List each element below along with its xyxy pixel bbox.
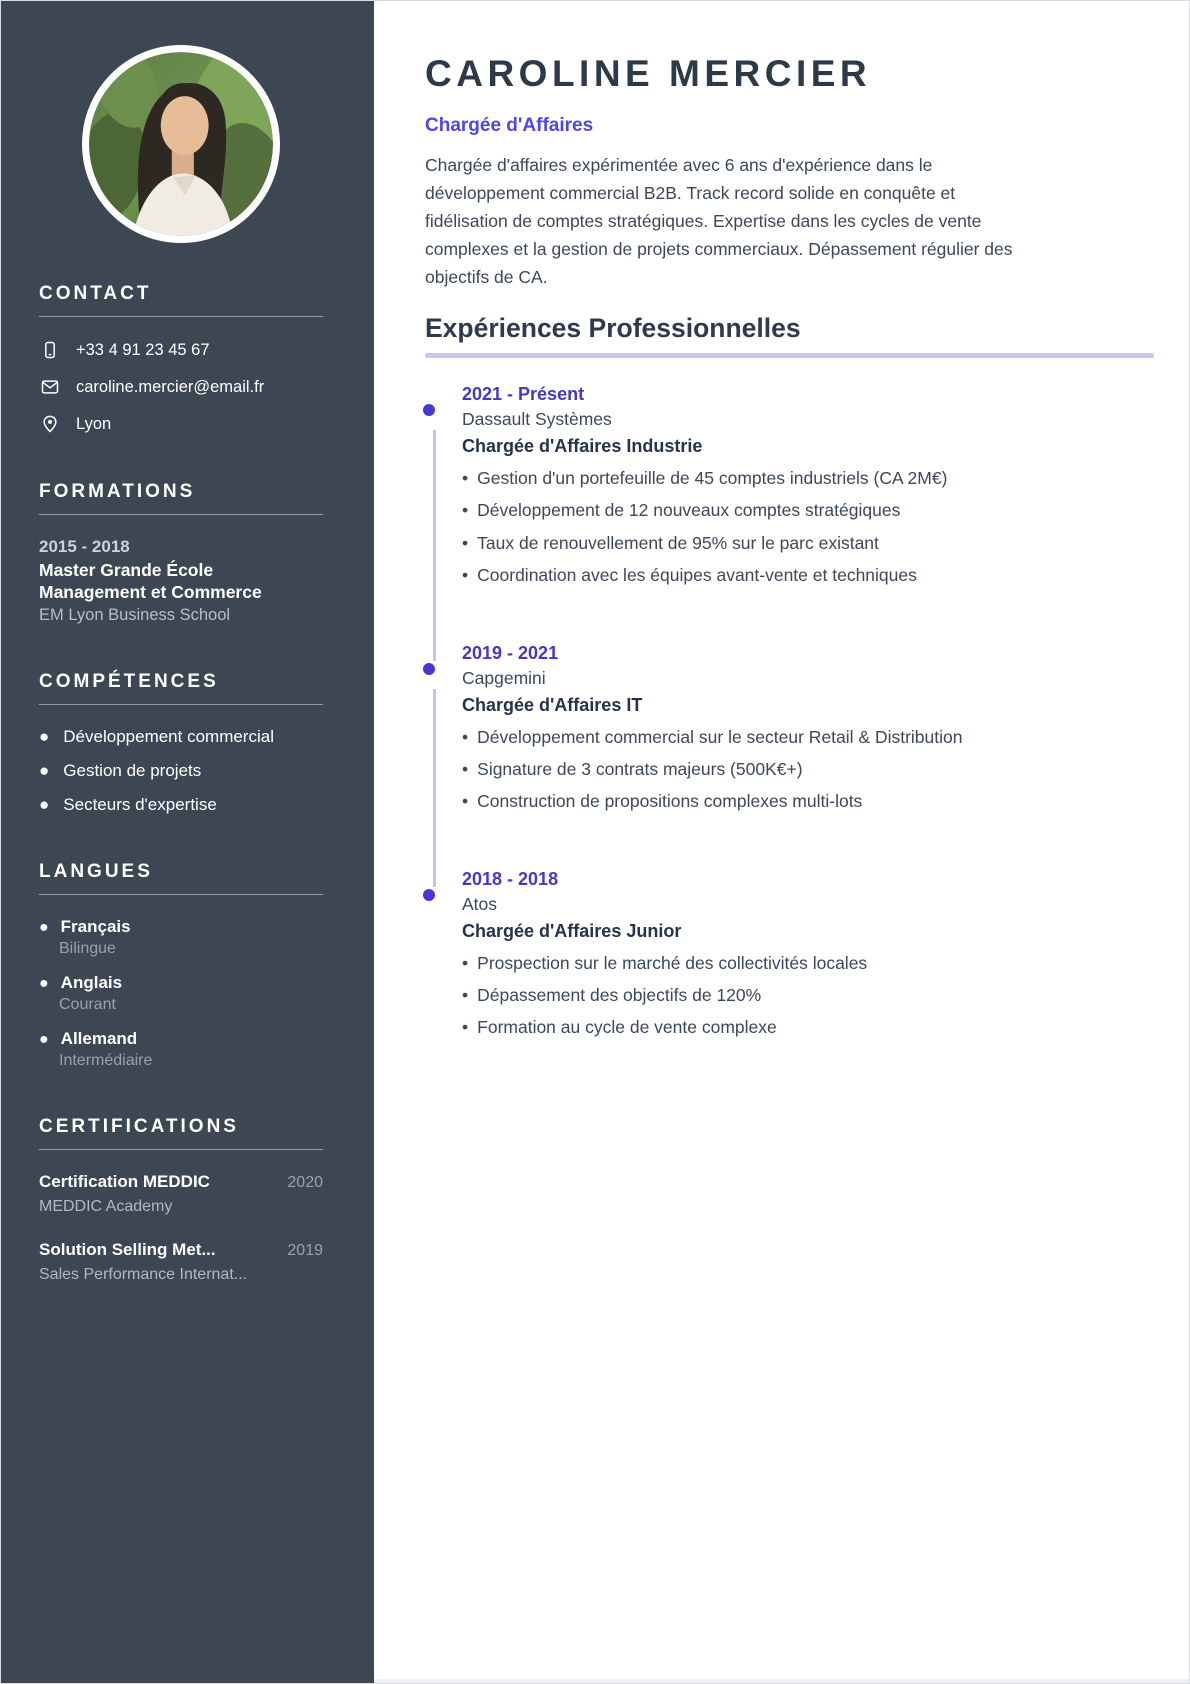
experience-bullet [462,757,1154,782]
bullet-dot: ● [39,794,50,814]
experience-item [425,384,1154,589]
contact-location-value: Lyon [76,414,112,433]
bullet-dot: • [462,985,469,1005]
experience-bullet-text: Formation au cycle de vente complexe [477,1017,777,1038]
bullet-dot: • [462,532,469,553]
experience-bullet-text: Signature de 3 contrats majeurs (500K€+) [477,758,803,779]
experience-bullet [462,563,1154,588]
certification-year: 2020 [287,1173,323,1191]
competence-label: Secteurs d'expertise [63,794,217,814]
certification-issuer: Sales Performance Internat... [39,1265,248,1283]
experience-bullet [462,1015,1154,1040]
experience-bullet-text: Développement de 12 nouveaux comptes stratégiques [477,500,901,521]
bullet-dot: • [462,791,469,812]
certifications-section [39,1116,323,1284]
experience-timeline [425,382,1154,1041]
langues-heading: LANGUES [39,860,153,882]
section-rule [39,1149,323,1150]
certifications-heading: CERTIFICATIONS [39,1115,239,1137]
formations-section [39,481,323,625]
competence-label: Gestion de projets [63,760,202,780]
experience-bullet [462,498,1154,523]
bullet-dot: • [462,565,469,586]
experience-bullet-text: Taux de renouvellement de 95% sur le parc existant [477,532,879,553]
certification-year: 2019 [287,1241,323,1259]
competence-item [39,761,323,781]
language-item [39,1029,323,1070]
sidebar [1,1,374,1683]
section-rule [39,514,323,515]
experience-bullet [462,951,1154,976]
main-content [374,1,1189,1683]
certification-item [39,1240,323,1284]
certification-item [39,1172,323,1216]
competence-item [39,727,323,747]
bullet-dot: • [462,726,469,747]
experience-heading: Expériences Professionnelles [425,313,801,343]
experience-bullet-text: Gestion d'un portefeuille de 45 comptes industriels (CA 2M€) [477,468,948,488]
candidate-job-title: Chargée d'Affaires [425,115,594,136]
contact-phone-row [39,339,323,361]
bullet-dot: • [462,758,469,779]
contact-email-row [39,376,323,398]
profile-photo [82,45,280,243]
section-rule [39,894,323,895]
experience-bullet [462,531,1154,556]
experience-bullet [462,983,1154,1008]
page-break-divider [374,1679,1189,1683]
experience-role: Chargée d'Affaires IT [462,694,643,715]
certification-issuer: MEDDIC Academy [39,1197,173,1215]
experience-period: 2018 - 2018 [462,868,559,889]
timeline-marker-icon [423,889,435,901]
experience-heading-underline [425,353,1154,358]
formation-school: EM Lyon Business School [39,605,231,624]
competence-label: Développement commercial [63,726,274,746]
langues-section [39,861,323,1070]
section-rule [39,316,323,317]
language-level: Bilingue [59,939,116,957]
competences-heading: COMPÉTENCES [39,670,219,692]
formation-period: 2015 - 2018 [39,537,130,556]
experience-role: Chargée d'Affaires Industrie [462,436,703,456]
language-level: Intermédiaire [59,1051,153,1069]
competence-item [39,795,323,815]
language-item [39,973,323,1014]
experience-bullet [462,725,1154,750]
experience-bullet-text: Prospection sur le marché des collectivités locales [477,952,868,973]
experience-period: 2021 - Présent [462,384,585,404]
bullet-dot: • [462,952,469,973]
language-name: Français [60,916,131,936]
phone-icon [39,339,61,361]
experience-company: Capgemini [462,667,546,688]
bullet-dot: • [462,1017,469,1038]
bullet-dot: ● [39,918,49,936]
experience-item [425,643,1154,815]
experience-company: Atos [462,893,498,914]
experience-item [425,869,1154,1041]
timeline-marker-icon [423,663,435,675]
contact-email-value: caroline.mercier@email.fr [76,377,265,396]
language-item [39,917,323,958]
experience-bullet-text: Dépassement des objectifs de 120% [477,985,762,1005]
candidate-name: CAROLINE MERCIER [425,53,872,94]
contact-location-row [39,413,323,435]
timeline-marker-icon [423,404,435,416]
experience-role: Chargée d'Affaires Junior [462,920,682,941]
experience-bullet [462,789,1154,814]
experience-bullet [462,466,1154,491]
location-icon [39,413,61,435]
competences-section [39,671,323,815]
section-rule [39,704,323,705]
certification-name: Certification MEDDIC [39,1171,210,1191]
bullet-dot: ● [39,760,50,780]
experience-period: 2019 - 2021 [462,642,559,663]
profile-photo-illustration [89,52,273,236]
language-name: Allemand [60,1028,138,1048]
language-name: Anglais [60,972,123,992]
contact-section [39,283,323,435]
experience-bullet-text: Coordination avec les équipes avant-vente et techniques [477,565,917,586]
language-level: Courant [59,995,116,1013]
bullet-dot: ● [39,1030,49,1048]
experience-bullet-text: Construction de propositions complexes multi-lots [477,791,863,812]
mail-icon [39,376,61,398]
contact-phone-value: +33 4 91 23 45 67 [76,340,210,359]
formations-heading: FORMATIONS [39,481,196,502]
experience-company: Dassault Systèmes [462,409,612,429]
formation-title: Master Grande École Management et Commerce [39,560,262,602]
bullet-dot: • [462,468,469,488]
bullet-dot: ● [39,726,50,746]
certification-name: Solution Selling Met... [39,1239,216,1259]
profile-summary: Chargée d'affaires expérimentée avec 6 ans d'expérience dans le développement commercial B2B. Track record solide en conquête et fidélisation de comptes stratégiques. Expertise dans les cycles de vente complexes et la gestion de projets commerciaux. Dépassement régulier des objectifs de CA. [425,155,1013,287]
bullet-dot: • [462,500,469,521]
contact-heading: CONTACT [39,283,152,304]
formation-item [39,537,323,625]
experience-bullet-text: Développement commercial sur le secteur Retail & Distribution [477,726,963,747]
bullet-dot: ● [39,974,49,992]
